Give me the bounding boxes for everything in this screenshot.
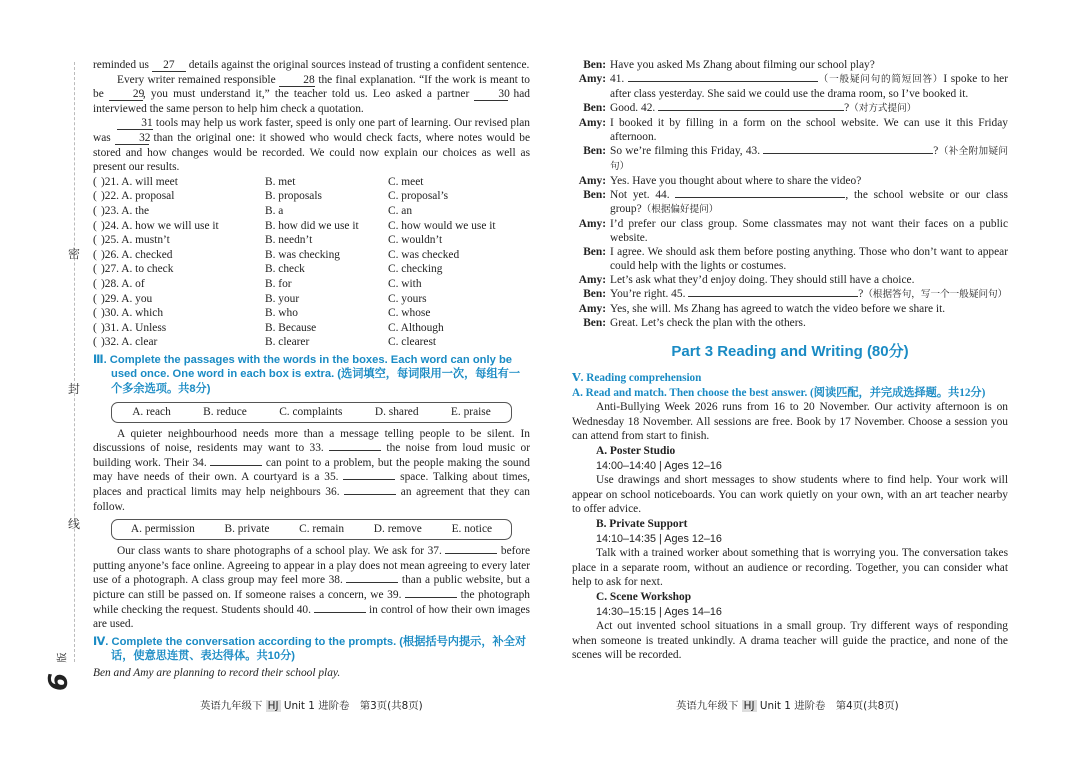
prompt-hint: （补全附加疑问句） — [610, 146, 1009, 172]
choice-a: )29. A. you — [101, 292, 153, 305]
session-title: C. Scene Workshop — [596, 590, 692, 603]
answer-blank-42[interactable] — [658, 110, 844, 111]
binding-char-xian: 线 — [68, 517, 81, 531]
dialogue-text: Yes, she will. Ms Zhang has agreed to watch the video before we share it. — [610, 303, 946, 315]
passage-paragraph: Our class wants to share photographs of a school play. We ask for 37. before putting anyone’s face online. Agreeing to appear in a play does not mean agreeing to every later use of a photograph. A class group may feel more 38. than a public website, but a picture can still be passed on. If someone raises a concern, we 39. the photograph while checking the request. Students should 40. in control of how their own images are used. — [93, 545, 531, 631]
speaker: Amy: — [578, 175, 606, 187]
session-description: Talk with a trained worker about something that is worrying you. The conversation takes place in a separate room, without an audience or recording. Together, you can consider what help to ask for next. — [572, 547, 1008, 589]
choice-c: C. checking — [388, 263, 443, 276]
choice-c: C. an — [388, 204, 413, 217]
dialogue-text: I agree. We should ask them before posting anything. Those who don’t want to appear could help with the lights or costumes. — [610, 246, 1008, 272]
right-page — [572, 58, 1008, 663]
answer-blank-41[interactable] — [628, 81, 818, 82]
choice-b: B. was checking — [265, 248, 340, 261]
choice-list-body — [93, 175, 530, 350]
choice-row[interactable] — [93, 175, 530, 190]
session-list — [572, 444, 1008, 663]
answer-blank-31[interactable]: 31 — [117, 118, 153, 130]
choice-row[interactable] — [93, 292, 530, 307]
answer-blank-32[interactable]: 32 — [115, 133, 149, 145]
dialogue-line — [572, 302, 1008, 316]
answer-paren[interactable]: ( — [93, 190, 97, 203]
dialogue-text: Great. Let’s check the plan with the others. — [610, 317, 806, 329]
speaker: Ben: — [583, 189, 606, 201]
session-title: B. Private Support — [596, 517, 688, 530]
dialogue-text: I’d prefer our class group. Some classmates may not want their faces on a public website. — [610, 218, 1008, 244]
choice-a: )22. A. proposal — [101, 190, 175, 203]
choice-row[interactable] — [93, 306, 530, 321]
answer-paren[interactable]: ( — [93, 321, 97, 334]
word-option: D. shared — [374, 405, 419, 418]
dialogue-text: I booked it by filling in a form on the school website. We can use it this Friday afternoon. — [610, 117, 1008, 143]
choice-a: )31. A. Unless — [101, 321, 167, 334]
prompt-hint: （对方式提问） — [849, 103, 917, 114]
choice-b: B. Because — [265, 321, 317, 334]
choice-row[interactable] — [93, 321, 530, 336]
choice-c: C. was checked — [388, 248, 460, 261]
answer-paren[interactable]: ( — [93, 219, 97, 232]
choice-row[interactable] — [93, 248, 530, 263]
dialogue-line — [572, 116, 1008, 144]
choice-b: B. who — [265, 307, 298, 320]
session-description: Use drawings and short messages to show students where to find help. Your work will appear on school noticeboards. You can work quietly on your own, with an art teacher nearby to offer advice. — [572, 474, 1008, 516]
choice-a: )32. A. clear — [101, 336, 158, 349]
choice-row[interactable] — [93, 277, 530, 292]
word-option: C. complaints — [279, 405, 343, 418]
choice-c: C. with — [388, 277, 422, 290]
passage-paragraph: 31 tools may help us work faster, speed is only one part of learning. Our revised plan was 32 than the original one: it showed who would check facts, where notes would be stored and how changes would be recorded. We could now explain our choices as well as present our results. — [93, 117, 531, 174]
answer-blank-36[interactable] — [344, 494, 396, 495]
dialogue-line — [572, 188, 1008, 217]
passage-paragraph: Every writer remained responsible 28 the final explanation. “If the work is meant to be 29, you must understand it,” the teacher told us. Leo asked a partner 30 had interviewed the same person to help him check a quotation. — [93, 73, 530, 115]
choice-a: )27. A. to check — [101, 263, 174, 276]
choice-row[interactable] — [93, 189, 530, 204]
choice-a: )25. A. mustn’t — [101, 234, 170, 247]
footer-right: 英语九年级下 HJ Unit 1 进阶卷 第4页(共8页) — [676, 700, 899, 712]
dialogue-text: Let’s ask what they’d enjoy doing. They should still have a choice. — [610, 274, 915, 286]
choice-row[interactable] — [93, 219, 530, 234]
answer-blank-45[interactable] — [688, 296, 858, 297]
choice-c: C. how would we use it — [388, 219, 496, 232]
choice-a: )21. A. will meet — [101, 175, 178, 188]
speaker: Ben: — [583, 317, 606, 329]
word-option: C. remain — [299, 523, 345, 536]
word-box-1 — [111, 402, 512, 423]
dialogue-text: Have you asked Ms Zhang about filming our school play? — [610, 59, 875, 71]
footer-left: 英语九年级下 HJ Unit 1 进阶卷 第3页(共8页) — [200, 700, 423, 712]
dialogue — [572, 58, 1008, 330]
session-title: A. Poster Studio — [596, 444, 676, 457]
speaker: Amy: — [578, 73, 606, 85]
choice-a: )30. A. which — [101, 307, 164, 320]
dialogue-text: So we’re filming this Friday, 43. ?（补全附加疑问句） — [610, 145, 1009, 172]
word-option: E. praise — [450, 405, 491, 418]
word-option: E. notice — [451, 523, 493, 536]
speaker: Amy: — [578, 274, 606, 286]
speaker: Amy: — [578, 117, 606, 129]
dialogue-text: You’re right. 45. ?（根据答句，写一个一般疑问句） — [610, 288, 1008, 300]
answer-blank-39[interactable] — [405, 597, 457, 598]
choice-b: B. for — [265, 277, 292, 290]
choice-a: )28. A. of — [101, 277, 145, 290]
choice-b: B. needn’t — [265, 234, 313, 247]
dialogue-text: 41. （一般疑问句的简短回答）I spoke to her after class yesterday. She said we could use the drama room, so I’ve booked it. — [610, 73, 1009, 100]
answer-blank-28[interactable]: 28 — [279, 75, 315, 87]
dialogue-line — [572, 58, 1008, 72]
section-4-title: Ⅳ. Complete the conversation according to the prompts. (根据括号内提示，补全对话，使意思连贯、表达得体。共10分) — [93, 635, 527, 663]
answer-paren[interactable]: ( — [93, 175, 97, 188]
prompt-hint: （根据偏好提问） — [641, 204, 719, 215]
passage-paragraph: reminded us 27 details against the original sources instead of trusting a confident sentence. — [93, 59, 530, 71]
answer-blank-27[interactable]: 27 — [152, 60, 186, 72]
edition-number: 6 — [44, 672, 75, 692]
left-page — [93, 58, 530, 681]
speaker: Ben: — [583, 246, 606, 258]
dialogue-line — [572, 101, 1008, 116]
dialogue-text: Not yet. 44. , the school website or our class group?（根据偏好提问） — [610, 189, 1008, 215]
speaker: Ben: — [583, 59, 606, 71]
choice-b: B. met — [265, 175, 296, 188]
choice-c: C. Although — [388, 321, 444, 334]
choice-b: B. your — [265, 292, 300, 305]
answer-paren[interactable]: ( — [93, 248, 97, 261]
dialogue-text: Yes. Have you thought about where to share the video? — [610, 175, 862, 187]
answer-blank-30[interactable]: 30 — [474, 89, 508, 101]
choice-row[interactable] — [93, 335, 530, 350]
conversation-intro: Ben and Amy are planning to record their school play. — [93, 666, 341, 679]
dialogue-line — [572, 72, 1008, 101]
choice-row[interactable] — [93, 233, 530, 248]
answer-blank-43[interactable] — [763, 153, 933, 154]
word-option: A. reach — [132, 405, 171, 418]
choice-row[interactable] — [93, 204, 530, 219]
word-option: A. permission — [130, 523, 195, 536]
answer-blank-29[interactable]: 29 — [109, 89, 143, 101]
binding-dashed-line — [74, 62, 75, 662]
choice-c: C. meet — [388, 175, 424, 188]
dialogue-line — [572, 144, 1008, 174]
word-option: D. remove — [373, 523, 422, 536]
dialogue-line — [572, 217, 1008, 245]
dialogue-line — [572, 287, 1008, 302]
speaker: Ben: — [583, 288, 606, 300]
choice-a: )23. A. the — [101, 204, 150, 217]
choice-b: B. proposals — [265, 190, 322, 203]
choice-a: )26. A. checked — [101, 248, 173, 261]
choice-c: C. clearest — [388, 336, 437, 349]
answer-blank-37[interactable] — [445, 553, 497, 554]
speaker: Amy: — [578, 218, 606, 230]
dialogue-line — [572, 245, 1008, 273]
choice-row[interactable] — [93, 262, 530, 277]
answer-blank-38[interactable] — [346, 582, 398, 583]
dialogue-line — [572, 174, 1008, 188]
edition-tab — [44, 648, 75, 697]
choice-b: B. how did we use it — [265, 219, 359, 232]
answer-paren[interactable]: ( — [93, 204, 97, 217]
section-5-title: Ⅴ. Reading comprehension — [572, 372, 702, 384]
word-option: B. private — [224, 523, 270, 536]
choice-a: )24. A. how we will use it — [101, 219, 219, 232]
choice-b: B. a — [265, 204, 284, 217]
prompt-hint: （一般疑问句的简短回答） — [817, 74, 944, 85]
binding-char-feng: 封 — [68, 382, 81, 396]
answer-paren[interactable]: ( — [93, 292, 97, 305]
section-3-title: Ⅲ. Complete the passages with the words in the boxes. Each word can only be used once. One word in each box is extra. (选词填空，每词限用一次，每组有一个多余选项。共8分) — [93, 353, 521, 396]
binding-char-mi: 密 — [68, 247, 81, 261]
speaker: Ben: — [583, 145, 606, 157]
choice-b: B. clearer — [265, 336, 310, 349]
answer-blank-40[interactable] — [314, 612, 366, 613]
part-3-title: Part 3 Reading and Writing (80分) — [671, 343, 909, 360]
edition-label: 版 — [57, 652, 69, 663]
session-time: 14:00–14:40 | Ages 12–16 — [596, 459, 722, 472]
session-description: Act out invented school situations in a small group. Try different ways of responding when someone is treated unkindly. A drama teacher will guide the practice, and none of the scenes will be recorded. — [572, 620, 1008, 662]
choice-c: C. yours — [388, 292, 427, 305]
section-a-title: A. Read and match. Then choose the best answer. (阅读匹配，并完成选择题。共12分) — [572, 386, 986, 399]
choice-b: B. check — [265, 263, 305, 276]
word-option: B. reduce — [203, 405, 247, 418]
reading-intro: Anti-Bullying Week 2026 runs from 16 to 20 November. Our activity afternoon is on Wednesday 18 November. All sessions are free. Book by 17 November. Choose a session you can attend from start to finish. — [572, 401, 1008, 443]
session-time: 14:30–15:15 | Ages 14–16 — [596, 605, 722, 618]
choice-c: C. proposal’s — [388, 190, 449, 203]
session-time: 14:10–14:35 | Ages 12–16 — [596, 532, 722, 545]
answer-blank-44[interactable] — [675, 197, 845, 198]
prompt-hint: （根据答句，写一个一般疑问句） — [863, 289, 1008, 300]
answer-blank-34[interactable] — [210, 465, 262, 466]
choice-c: C. wouldn’t — [388, 234, 443, 247]
dialogue-line — [572, 316, 1008, 330]
speaker: Ben: — [583, 102, 606, 114]
answer-blank-33[interactable] — [329, 450, 381, 451]
dialogue-line — [572, 273, 1008, 287]
choice-c: C. whose — [388, 307, 431, 320]
speaker: Amy: — [578, 303, 606, 315]
answer-paren[interactable]: ( — [93, 336, 97, 349]
passage-paragraph: A quieter neighbourhood needs more than a message telling people to be silent. In discussions of noise, residents may want to 33. the noise from loud music or building work. Their 34. can point to a problem, but the people making the sound may have needs of their own. A courtyard is a 35. space. Talking about times, places and practical limits may help neighbours 36. an agreement that they can follow. — [93, 427, 531, 513]
word-box-2 — [111, 519, 512, 540]
answer-paren[interactable]: ( — [93, 234, 97, 247]
answer-blank-35[interactable] — [343, 479, 395, 480]
dialogue-text: Good. 42. ?（对方式提问） — [610, 102, 917, 114]
answer-paren[interactable]: ( — [93, 263, 97, 276]
answer-paren[interactable]: ( — [93, 307, 97, 320]
answer-paren[interactable]: ( — [93, 277, 97, 290]
